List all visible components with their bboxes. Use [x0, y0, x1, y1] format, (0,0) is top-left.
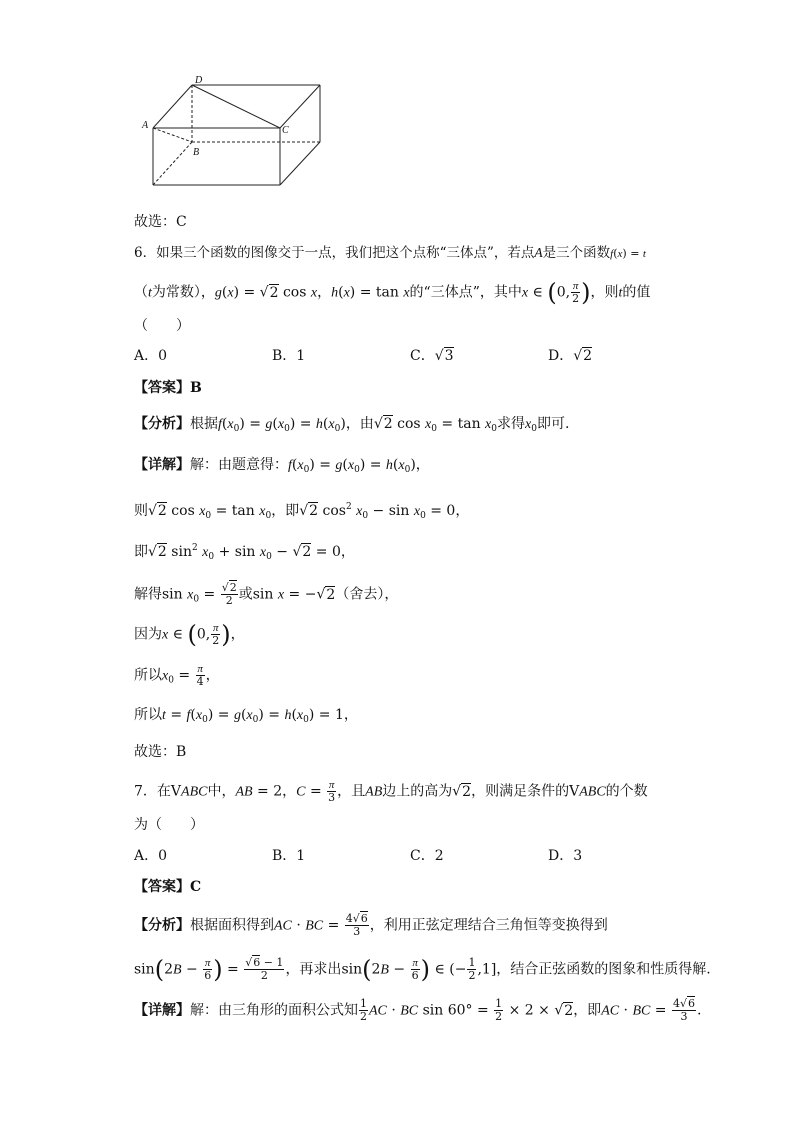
- q6-step2: 即√2 $\sin^2 x_0 + \sin x_0 - √2 = 0$，: [134, 543, 355, 562]
- q5-answer-line: 故选：C: [134, 214, 187, 230]
- q7-detail: 【详解】解：由三角形的面积公式知 $\frac{1}{2}$ AC · BC sin 60° = $\frac{1}{2}$ × 2 × √2，即AC · BC = $\frac{4√6}{3}$ .: [134, 997, 702, 1023]
- cuboid-figure: [140, 75, 330, 190]
- hidden-diagonal: [153, 128, 192, 142]
- q7-analysis-line2: sin(2B − $\frac{\pi}{6}$ ) = $\frac{√6 - 1}{2}$ ，再求出sin(2B − $\frac{\pi}{6}$ ) ∈ (− $\frac{1}{2}$ ,1]，结合正弦函数的图象和性质得解.: [134, 955, 711, 984]
- q7-stem-line1: 7．在VABC中，AB = 2，C = $\frac{\pi}{3}$ ，且AB边上的高为√2，则满足条件的VABC的个数: [134, 779, 648, 804]
- label-a: A: [142, 120, 149, 131]
- q7-option-a: A．0: [134, 848, 168, 864]
- q6-options: [134, 346, 686, 366]
- q6-step4: 因为x ∈ (0, $\frac{\pi}{2}$ )，: [134, 620, 245, 649]
- q6-detail-intro: 【详解】解：由题意得：$f(x_0) = g(x_0) = h(x_0)$，: [134, 457, 430, 475]
- edge: [280, 142, 320, 185]
- q7-option-c: C．2: [410, 848, 444, 864]
- q6-option-c: C．√3: [410, 348, 454, 364]
- q7-option-b: B．1: [272, 848, 306, 864]
- q6-step6: 所以$t = f(x_0) = g(x_0) = h(x_0) = 1$，: [134, 707, 358, 725]
- q6-step1: 则√2 $\cos x_0 = \tan x_0$，即√2 $\cos^2 x_0 - \sin x_0 = 0$，: [134, 502, 470, 521]
- q6-answer: 【答案】B: [134, 380, 202, 396]
- q6-step5: 所以$x_0$ = $\frac{\pi}{4}$ ，: [134, 663, 220, 688]
- hidden-edge: [153, 142, 192, 185]
- q6-stem-line2: （t为常数），g(x) = √2 cos x，h(x) = tan x的“三体点”，其中x ∈ (0, $\frac{\pi}{2}$ )，则t的值: [134, 278, 651, 307]
- label-b: B: [193, 147, 200, 158]
- q6-final: 故选：B: [134, 744, 187, 760]
- q6-step3: 解得$\sin x_0$ = $\frac{√2}{2}$ 或sin x = −√2（舍去），: [134, 581, 399, 607]
- q7-options: [134, 846, 686, 866]
- q6-option-d: D．√2: [548, 348, 593, 364]
- label-c: C: [282, 125, 289, 136]
- edge: [280, 85, 320, 128]
- q6-stem-line1: 6．如果三个函数的图像交于一点，我们把这个点称“三体点”，若点A是三个函数f(x) = t: [134, 245, 646, 261]
- q6-option-b: B．1: [272, 348, 306, 364]
- q6-analysis: 【分析】根据$f(x_0) = g(x_0) = h(x_0)$，由√2 $\cos x_0 = \tan x_0$求得$x_0$即可.: [134, 416, 570, 434]
- edge: [153, 85, 192, 128]
- label-d: D: [195, 75, 203, 86]
- q7-analysis-line1: 【分析】根据面积得到AC · BC = $\frac{4√6}{3}$ ，利用正弦定理结合三角恒等变换得到: [134, 912, 608, 938]
- q7-answer: 【答案】C: [134, 879, 202, 895]
- q6-stem-line3: （ ）: [134, 318, 190, 334]
- q6-option-a: A．0: [134, 348, 168, 364]
- q7-option-d: D．3: [548, 848, 583, 864]
- diagonal-dc: [192, 85, 280, 128]
- q7-stem-line2: 为（ ）: [134, 817, 204, 833]
